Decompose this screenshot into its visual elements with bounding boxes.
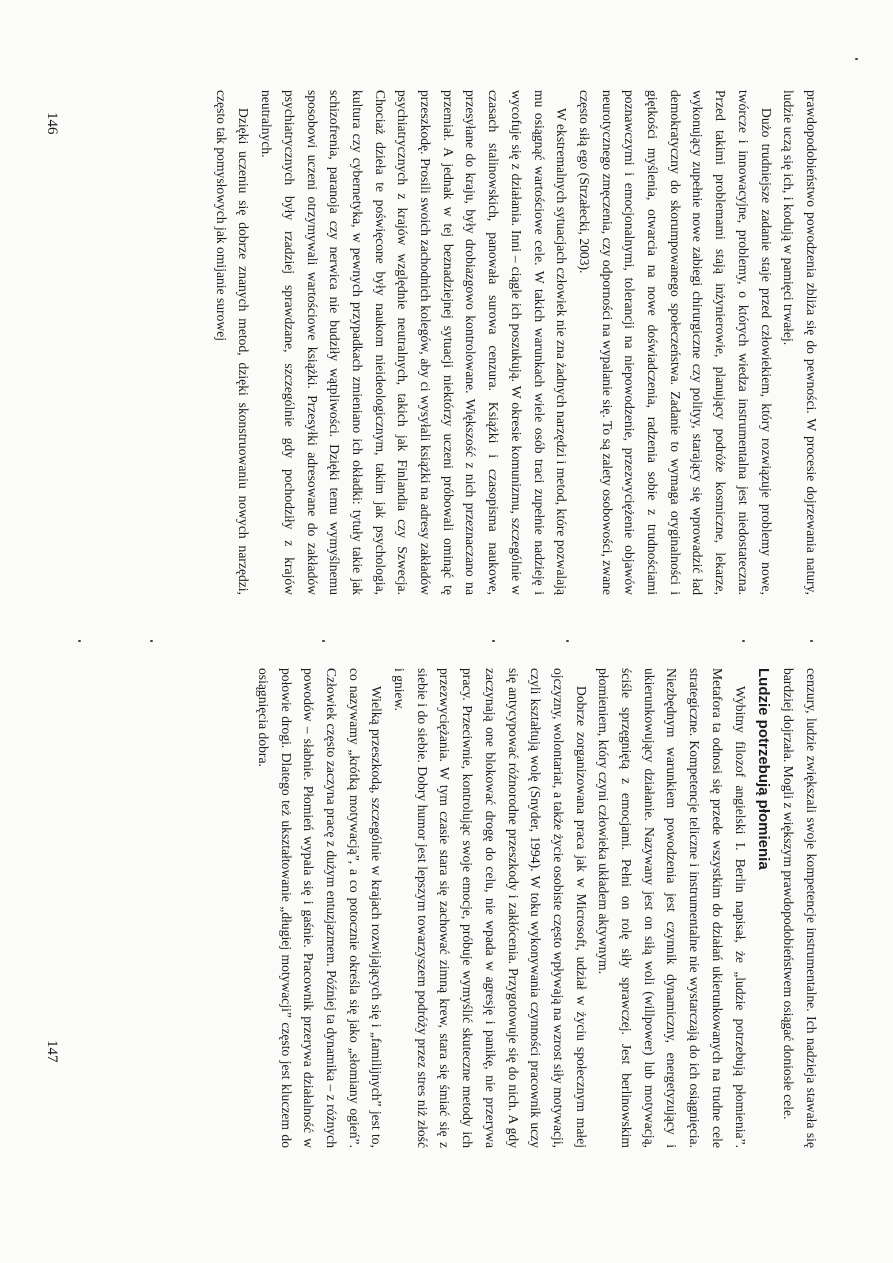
section-heading: Ludzie potrzebują płomienia <box>754 668 772 870</box>
scan-speck <box>150 640 153 642</box>
paragraph: Dobrze zorganizowana praca jak w Microsoft, udział w życiu społecznym małej ojczyzny, wolontariat, a także życie osobiste często wpływają na wzrost siły motywacji, czyli kształtują wolę (Snyder, 1994). W toku wykonywania czynności pracownik uczy się antycypować różnorodne przeszkody i zakłócenia. Przygotowuje się do nich. A gdy zaczynają one blokować drogę do celu, nie wpada w agresję i panikę, nie przerywa pracy. Przeciwnie, kontrolując swoje emocje, próbuje wymyślić skuteczne metody ich przezwyciężania. W tym czasie stara się zachować zimną krew, stara się śmiać się z siebie i do siebie. Dobry humor jest lepszym towarzyszem podróży przez stres niż złość i gniew. <box>392 668 589 1148</box>
paragraph: W ekstremalnych sytuacjach człowiek nie zna żadnych narzędzi i metod, które pozwalają mu osiągnąć wartościowe cele. W takich warunkach wiele osób traci zupełnie nadzieję i wycofuje się z działania. Inni – ciągle ich poszukują. W okresie komunizmu, szczególnie w czasach stalinowskich, panowała surowa cenzura. Książki i czasopisma naukowe, przesyłane do kraju, były drobiazgowo kontrolowane. Większość z nich przeznaczano na przemiał. A jednak w tej beznadziejnej sytuacji niektórzy uczeni próbowali ominąć tę przeszkodę. Prosili swoich zachodnich kolegów, aby ci wysyłali książki na adresy zakładów psychiatrycznych z krajów względnie neutralnych, takich jak Finlandia czy Szwecja. Chociaż dzieła te poświęcone były naukom nieideologicznym, takim jak psychologia, kultura czy cybernetyka, w pewnych przypadkach zmieniano ich okładki: tytuły takie jak schizofrenia, paranoja czy nerwica nie budziły wątpliwości. Dzięki temu wymyślnemu sposobowi uczeni otrzymywali wartościowe książki. Przesyłki adresowane do zakładów psychiatrycznych były rzadziej sprawdzane, szczególnie gdy pochodziły z krajów neutralnych. <box>259 90 570 595</box>
scan-speck <box>492 640 495 642</box>
paragraph: Wielką przeszkodą, szczególnie w krajach rozwijających się i „familijnych” jest to, co nazywamy „krótką motywacją”, a co potocznie określa się jako „słomiany ogień”. Człowiek często zaczyna pracę z dużym entuzjazmem. Później ta dynamika – z różnych powodów – słabnie. Płomień wypala się i gaśnie. Pracownik przerywa działalność w połowie drogi. Dlatego też ukształtowanie „długiej motywacji” często jest kluczem do osiągnięcia dobra. <box>255 668 385 1148</box>
scan-speck <box>322 640 325 642</box>
paragraph: Wybitny filozof angielski I. Berlin napisał, że „ludzie potrzebują płomienia”. Metafora ta odnosi się przede wszystkim do działań ukierunkowanych na trudne cele strategiczne. Kompetencje teliczne i instrumentalne nie wystarczają do ich osiągnięcia. Niezbędnym warunkiem powodzenia jest czynnik dynamiczny, energetyzujący i ukierunkowujący działanie. Nazywany jest on siłą woli (willpower) lub motywacją, ściśle sprzęgniętą z emocjami. Pełni on rolę siły sprawczej. Jest berlinowskim płomieniem, który czyni człowieka układem aktywnym. <box>596 668 748 1148</box>
paragraph: Dużo trudniejsze zadanie staje przed człowiekiem, który rozwiązuje problemy nowe, twórcze i innowacyjne, problemy, o których wiedza instrumentalna jest niedostateczna. Przed takimi problemami stają inżynierowie, planujący podróże kosmiczne, lekarze, wykonujący zupełnie nowe zabiegi chirurgiczne czy polityy, starający się wprowadzić ład demokratyczny do skorumpowanego społeczeństwa. Zadanie to wymaga oryginalności i giętkości myślenia, otwarcia na nowe doświadczenia, radzenia sobie z trudnościami poznawczymi i emocjonalnymi, tolerancji na niepowodzenie, przezwyciężenie objawów neurotycznego zmęczenia, czy odporności na wypalanie się. To są zalety osobowości, zwane często siłą ego (Strzałecki, 2003). <box>576 90 774 595</box>
right-page-text <box>142 668 822 1148</box>
page-number-left: 146 <box>44 112 60 135</box>
page-number-right: 147 <box>44 1040 60 1063</box>
scan-speck <box>78 640 81 642</box>
left-page-text <box>142 90 822 595</box>
scan-speck <box>742 640 745 642</box>
paragraph: prawdopodobieństwo powodzenia zbliża się do pewności. W procesie dojrzewania natury, ludzie uczą się ich, i kodują w pamięci trwałej. <box>781 90 819 595</box>
scan-speck <box>810 640 813 642</box>
scan-speck <box>855 58 858 60</box>
paragraph: cenzury, ludzie zwiększali swoje kompetencje instrumentalne. Ich nadzieja stawała się bardziej dojrzała. Mogli z większym prawdopodobieństwem osiągać doniosłe cele. <box>781 668 819 1148</box>
paragraph: Dzięki uczeniu się dobrze znanych metod, dzięki skonstruowaniu nowych narzędzi, często tak pomysłowych jak omijanie surowej <box>213 90 252 595</box>
scan-speck <box>566 640 569 642</box>
